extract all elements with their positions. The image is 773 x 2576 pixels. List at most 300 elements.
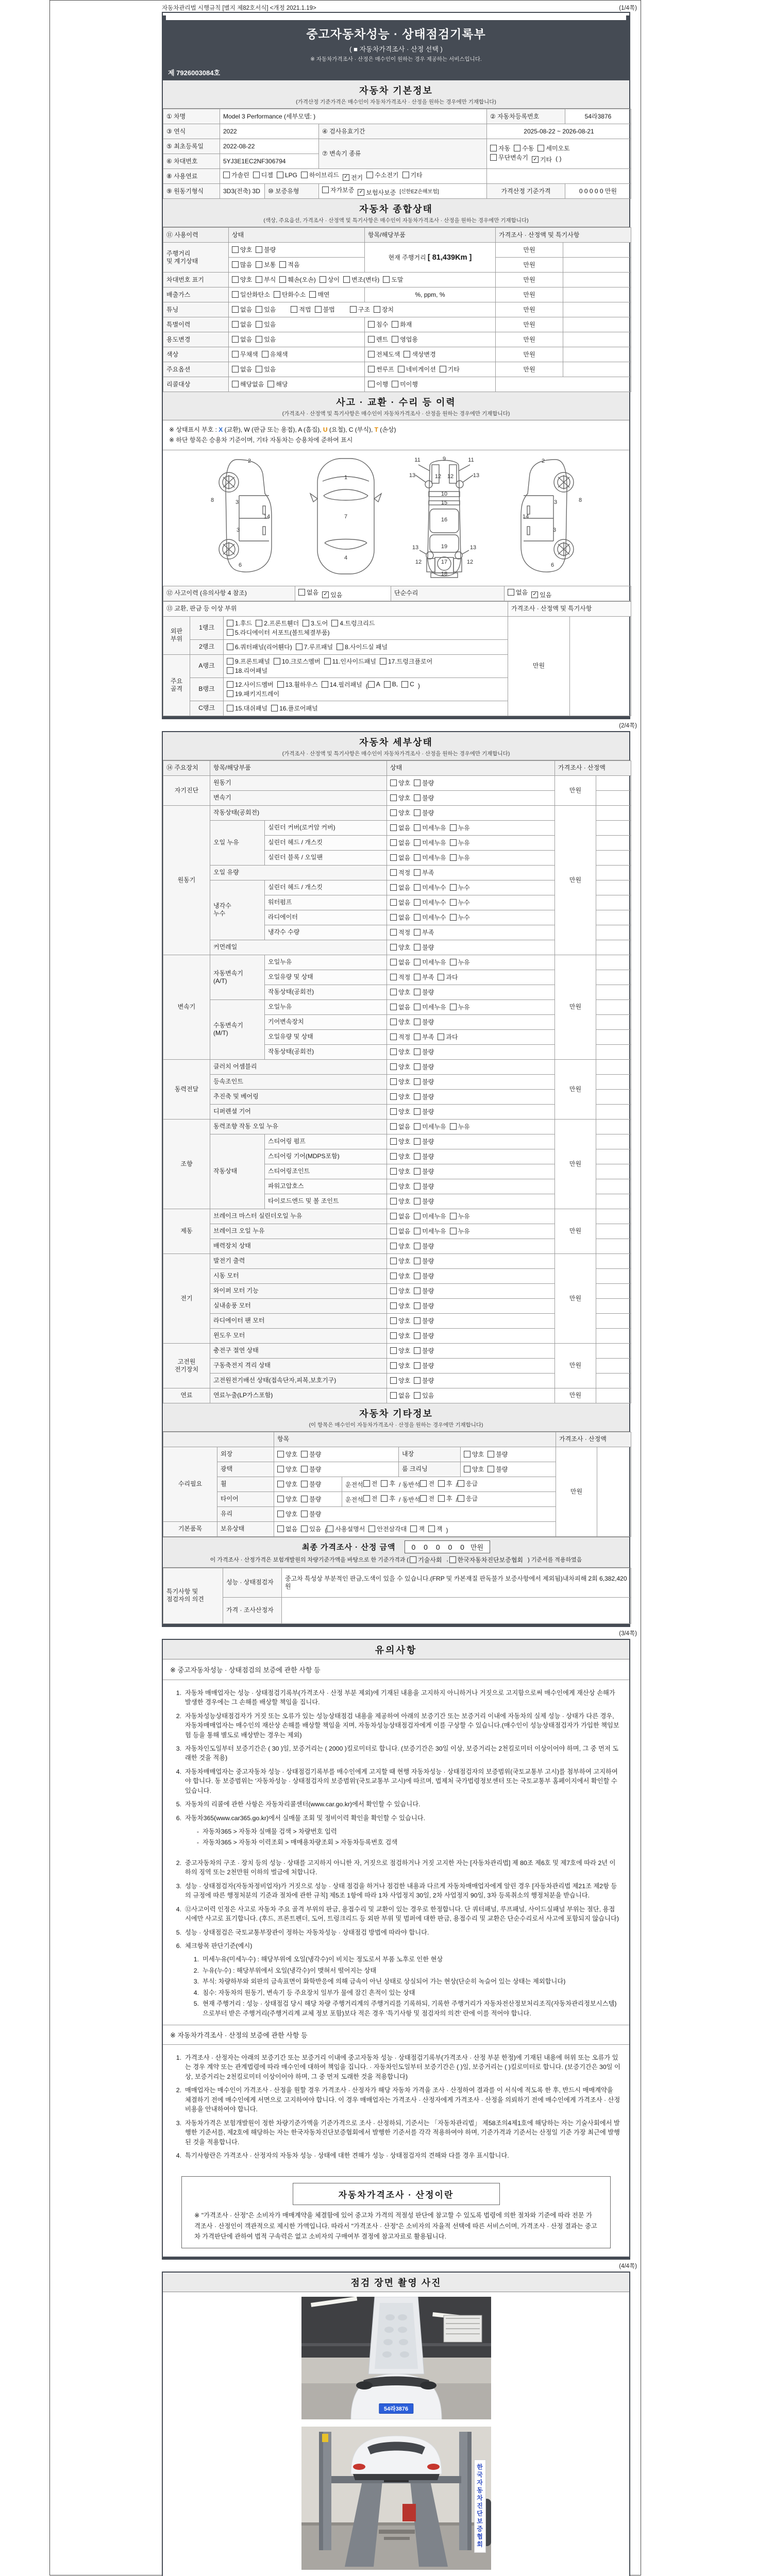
cell-기본품목: 기본품목 [163, 1521, 217, 1536]
checkbox-불량[interactable] [301, 1480, 321, 1488]
checkbox-불량[interactable] [414, 1107, 434, 1116]
checkbox-label: 있음 [309, 1525, 322, 1533]
checkbox-탄화수소[interactable] [274, 290, 306, 299]
checkbox-과다[interactable] [438, 973, 458, 981]
checkbox-불량[interactable] [301, 1450, 321, 1459]
checkbox-사용설명서[interactable] [327, 1524, 365, 1533]
checkbox-미세누유[interactable] [414, 823, 446, 832]
checkbox-있음[interactable] [256, 365, 276, 374]
checkbox-box [390, 824, 397, 831]
panel-number-3: 3 [552, 527, 556, 533]
checkbox-불량[interactable] [414, 1047, 434, 1056]
cell [387, 999, 555, 1014]
checkbox-label: 17.트렁크플로어 [388, 657, 433, 665]
cell-상태: 상태 [229, 228, 365, 243]
checkbox-불량[interactable] [256, 245, 276, 254]
checkbox-네비게이션[interactable] [398, 365, 436, 374]
checkbox-box [303, 620, 309, 626]
checkbox-양호[interactable] [390, 1137, 410, 1146]
checkbox-18.리어패널[interactable] [227, 666, 267, 675]
checkbox-3.도어[interactable] [303, 619, 328, 628]
checkbox-label: 불량 [496, 1465, 508, 1473]
checkbox-없음[interactable] [232, 335, 252, 344]
cell-오일누유: 오일누유 [265, 999, 387, 1014]
cell [596, 1388, 631, 1403]
checkbox-label: 불량 [422, 1018, 434, 1026]
checkbox-양호[interactable] [390, 1107, 410, 1116]
checkbox-부식[interactable] [256, 275, 276, 284]
checkbox-썬루프[interactable] [368, 365, 394, 374]
checkbox-불량[interactable] [414, 1077, 434, 1086]
checkbox-양호[interactable] [390, 1286, 410, 1295]
checkbox-양호[interactable] [390, 1361, 410, 1370]
checkbox-일산화탄소[interactable] [232, 290, 270, 299]
checkbox-양호[interactable] [390, 1047, 410, 1056]
checkbox-label: 부족 [422, 973, 434, 981]
checkbox-box [296, 643, 303, 650]
checkbox-label: C [410, 681, 414, 688]
checkbox-해당[interactable] [267, 380, 288, 388]
checkbox-미세누유[interactable] [414, 1212, 446, 1221]
checkbox-누수[interactable] [450, 883, 470, 892]
checkbox-box: ✓ [358, 189, 364, 196]
checkbox-B,[interactable] [384, 681, 398, 688]
checkbox-미세누유[interactable] [414, 838, 446, 847]
checkbox-수동[interactable] [514, 144, 534, 152]
checkbox-불량[interactable] [414, 1316, 434, 1325]
checkbox-불량[interactable] [488, 1450, 508, 1459]
checkbox-미세누유[interactable] [414, 853, 446, 862]
checkbox-양호[interactable] [232, 245, 252, 254]
checkbox-13.휠하우스[interactable] [277, 680, 318, 689]
checkbox-세미오토[interactable] [537, 144, 569, 152]
checkbox-도말[interactable] [383, 275, 403, 284]
section-title: 자동차 세부상태 [359, 737, 433, 748]
checkbox-label: 미세누유 [422, 854, 446, 861]
checkbox-15.대쉬패널[interactable] [227, 704, 267, 713]
checkbox-렌트[interactable] [368, 335, 388, 344]
checkbox-10.크로스멤버[interactable] [274, 657, 321, 666]
checkbox-불량[interactable] [414, 988, 434, 996]
checkbox-box [279, 261, 286, 268]
checkbox-불량[interactable] [414, 1331, 434, 1340]
checkbox-없음[interactable] [232, 365, 252, 374]
checkbox-보통[interactable] [256, 260, 276, 269]
checkbox-16.플로어패널[interactable] [271, 704, 318, 713]
checkbox-label: 불량 [422, 1242, 434, 1250]
checkbox-누유[interactable] [450, 838, 470, 847]
checkbox-9.프론트패널[interactable] [227, 657, 270, 666]
checkbox-응급[interactable] [458, 1479, 478, 1488]
checkbox-box [232, 291, 239, 298]
checkbox-불량[interactable] [414, 778, 434, 787]
checkbox-양호[interactable] [390, 1272, 410, 1280]
checkbox-box [277, 1481, 284, 1487]
checkbox-양호[interactable] [390, 808, 410, 817]
checkbox-불량[interactable] [301, 1510, 321, 1518]
checkbox-양호[interactable] [390, 1167, 410, 1176]
cell [387, 1044, 555, 1059]
checkbox-기타[interactable] [402, 171, 423, 179]
checkbox-전[interactable] [363, 1494, 378, 1503]
checkbox-box [414, 974, 421, 980]
checkbox-불량[interactable] [301, 1495, 321, 1503]
cell [387, 880, 555, 895]
checkbox-label: 있음 [422, 1392, 434, 1399]
cell-상태: 상태 [387, 760, 555, 775]
license-plate: 54라3876 [379, 2403, 413, 2414]
checkbox-응급[interactable] [458, 1494, 478, 1503]
checkbox-양호[interactable] [464, 1450, 484, 1459]
checkbox-양호[interactable] [390, 1152, 410, 1161]
checkbox-label: 양호 [398, 1153, 411, 1160]
checkbox-불량[interactable] [414, 1242, 434, 1250]
checkbox-label: 불량 [422, 1153, 434, 1160]
checkbox-불량[interactable] [301, 1465, 321, 1473]
checkbox-양호[interactable] [277, 1510, 297, 1518]
panel-number-14: 14 [522, 513, 529, 520]
checkbox-후[interactable] [438, 1494, 452, 1503]
checkbox-없음[interactable] [390, 898, 410, 907]
checkbox-미이행[interactable] [392, 380, 418, 388]
checkbox-불량[interactable] [414, 943, 434, 952]
checkbox-불량[interactable] [414, 1167, 434, 1176]
checkbox-양호[interactable] [390, 1062, 410, 1071]
checkbox-양호[interactable] [390, 1331, 410, 1340]
checkbox-누수[interactable] [450, 913, 470, 922]
checkbox-상이[interactable] [320, 275, 340, 284]
checkbox-A[interactable] [365, 681, 380, 689]
checkbox-후[interactable] [381, 1494, 395, 1503]
checkbox-미세누수[interactable] [414, 913, 446, 922]
checkbox-많음[interactable] [232, 260, 252, 269]
checkbox-불량[interactable] [414, 1152, 434, 1161]
checkbox-불량[interactable] [414, 1137, 434, 1146]
checkbox-누유[interactable] [450, 853, 470, 862]
checkbox-있음[interactable] [322, 590, 342, 599]
checkbox-변조(변타)[interactable] [343, 275, 379, 284]
checkbox-부족[interactable] [414, 1032, 434, 1041]
checkbox-적음[interactable] [279, 260, 299, 269]
checkbox-box [368, 351, 375, 358]
panel-number-18: 18 [441, 570, 447, 577]
checkbox-box [277, 172, 283, 178]
checkbox-적정[interactable] [390, 868, 410, 877]
checkbox-디젤[interactable] [253, 171, 273, 179]
panel-number-12: 12 [466, 558, 473, 565]
cell [596, 1283, 631, 1298]
checkbox-양호[interactable] [390, 943, 410, 952]
cell-고전원: 고전원 전기장치 [163, 1343, 210, 1388]
checkbox-label: 화재 [400, 321, 412, 328]
cell [229, 302, 496, 317]
checkbox-label: 불량 [422, 1362, 434, 1369]
checkbox-없음[interactable] [390, 1227, 410, 1235]
checkbox-누유[interactable] [450, 823, 470, 832]
checkbox-없음[interactable] [390, 853, 410, 862]
checkbox-전기[interactable] [343, 173, 363, 182]
checkbox-양호[interactable] [390, 1018, 410, 1026]
cell [365, 377, 496, 392]
checkbox-누유[interactable] [450, 1003, 470, 1011]
checkbox-침수[interactable] [368, 320, 388, 329]
checkbox-전[interactable] [420, 1494, 434, 1503]
checkbox-한국자동차진단보증협회[interactable] [449, 1555, 524, 1564]
checkbox-양호[interactable] [277, 1450, 297, 1459]
cell-충전구 절연 상태: 충전구 절연 상태 [210, 1343, 387, 1358]
checkbox-양호[interactable] [390, 1301, 410, 1310]
checkbox-전[interactable] [420, 1479, 434, 1488]
panel-number-3: 3 [553, 499, 557, 505]
checkbox-유채색[interactable] [262, 350, 288, 359]
cell-작동상태(공회전): 작동상태(공회전) [265, 1044, 387, 1059]
checkbox-8.사이드실 패널[interactable] [337, 642, 388, 651]
checkbox-적정[interactable] [390, 928, 410, 937]
checkbox-양호[interactable] [390, 1346, 410, 1355]
checkbox-C[interactable] [401, 681, 414, 688]
checkbox-11.인사이드패널[interactable] [324, 657, 376, 666]
checkbox-17.트렁크플로어[interactable] [380, 657, 432, 666]
checkbox-없음[interactable] [390, 1003, 410, 1011]
checkbox-양호[interactable] [390, 1376, 410, 1385]
checkbox-미세누수[interactable] [414, 883, 446, 892]
checkbox-없음[interactable] [508, 588, 528, 597]
checkbox-자가보증[interactable] [322, 185, 354, 194]
checkbox-장치[interactable] [374, 305, 394, 314]
checkbox-있음[interactable] [531, 590, 551, 599]
cell-용도변경: 용도변경 [163, 332, 229, 347]
cell [224, 616, 508, 639]
checkbox-label: 수동 [522, 144, 534, 152]
checkbox-불량[interactable] [414, 1286, 434, 1295]
checkbox-box [232, 351, 239, 358]
checkbox-box [368, 366, 375, 372]
checkbox-영업용[interactable] [392, 335, 418, 344]
checkbox-양호[interactable] [464, 1465, 484, 1473]
panel-number-8: 8 [210, 497, 214, 503]
checkbox-있음[interactable] [301, 1524, 321, 1533]
checkbox-누유[interactable] [450, 1122, 470, 1131]
checkbox-전[interactable] [363, 1479, 378, 1488]
page-number-4: (4/4쪽) [619, 2263, 637, 2270]
checkbox-부족[interactable] [414, 928, 434, 937]
notice-item: 3. 성능 · 상태점검자(자동차정비업자)가 거짓으로 성능 · 상태 점검을 하거나 점검한 내용과 다르게 자동차매매업자에게 알린 경우 [자동차관리법 제21조 제2항 등의 규정에 따른 행정처분의 기준과 절차에 관한 규칙] 제5조 1항에 따라 1차 사업정지 30일, 2차 사업정지 90일, 3차 등록취소의 행정처분을 받습니다. [176, 1882, 617, 1900]
checkbox-양호[interactable] [390, 1197, 410, 1206]
checkbox-무채색[interactable] [232, 350, 258, 359]
checkbox-6.쿼터패널(리어휀다)[interactable] [227, 642, 292, 651]
cell [563, 362, 631, 377]
cell [387, 1224, 555, 1239]
checkbox-무단변속기[interactable] [490, 153, 528, 162]
checkbox-불량[interactable] [488, 1465, 508, 1473]
checkbox-label: 양호 [398, 1182, 411, 1190]
checkbox-box [392, 381, 398, 387]
checkbox-없음[interactable] [390, 913, 410, 922]
cell [487, 139, 631, 169]
cell-만원: 만원 [555, 775, 596, 805]
checkbox-기타[interactable] [440, 365, 460, 374]
checkbox-양호[interactable] [390, 1242, 410, 1250]
checkbox-양호[interactable] [390, 1316, 410, 1325]
checkbox-훼손(오손)[interactable] [279, 275, 315, 284]
checkbox-해당없음[interactable] [232, 380, 264, 388]
checkbox-7.루프패널[interactable] [296, 642, 333, 651]
checkbox-불량[interactable] [414, 1062, 434, 1071]
cell [224, 677, 508, 701]
checkbox-있음[interactable] [256, 305, 276, 314]
checkbox-불량[interactable] [414, 1257, 434, 1265]
checkbox-불량[interactable] [414, 1092, 434, 1101]
page-number-2: (2/4쪽) [619, 722, 637, 729]
checkbox-적법[interactable] [291, 305, 311, 314]
checkbox-없음[interactable] [390, 1122, 410, 1131]
checkbox-수소전기[interactable] [366, 171, 398, 179]
checkbox-2.프론트휀더[interactable] [256, 619, 299, 628]
cell-2022-08-22: 2022-08-22 [220, 139, 319, 154]
checkbox-4.트렁크리드[interactable] [331, 619, 375, 628]
checkbox-과다[interactable] [438, 1032, 458, 1041]
checkbox-불량[interactable] [414, 808, 434, 817]
checkbox-불량[interactable] [414, 1182, 434, 1191]
checkbox-누유[interactable] [450, 1212, 470, 1221]
checkbox-하이브리드[interactable] [301, 171, 339, 179]
cell [387, 1358, 555, 1373]
checkbox-불량[interactable] [414, 1197, 434, 1206]
checkbox-box [401, 681, 408, 688]
checkbox-적정[interactable] [390, 1032, 410, 1041]
checkbox-LPG[interactable] [277, 172, 297, 179]
checkbox-후[interactable] [381, 1479, 395, 1488]
checkbox-후[interactable] [438, 1479, 452, 1488]
cell [596, 790, 631, 805]
cell [387, 1298, 555, 1313]
title-block [163, 15, 629, 80]
checkbox-box [390, 1093, 397, 1100]
checkbox-없음[interactable] [232, 320, 252, 329]
checkbox-양호[interactable] [277, 1480, 297, 1488]
checkbox-label: 누유 [458, 958, 470, 966]
text: / 동반석 [398, 1496, 421, 1504]
checkbox-전체도색[interactable] [368, 350, 400, 359]
notice-item: 2. 자동차성능상태점검자가 거짓 또는 오류가 있는 성능상태점검 내용을 제공하여 아래의 보증기간 또는 보증거리 이내에 자동차의 실제 성능 · 상태가 다른 경우, 자동차매매업자는 매수인의 재산상 손해를 배상할 책임을 지며, 자동차성능상태점검자에게 이를 구상할 수 있습니다.(매수인이 성능상태점검자가 가입한 책임보험 등을 통해 별도로 배상받는 경우는 제외) [176, 1712, 619, 1739]
checkbox-불량[interactable] [414, 1361, 434, 1370]
cell-54라3876: 54라3876 [565, 109, 631, 124]
checkbox-기타[interactable] [532, 155, 552, 164]
checkbox-19.패키지트레이[interactable] [227, 689, 279, 698]
checkbox-미세누유[interactable] [414, 958, 446, 967]
checkbox-불량[interactable] [414, 1018, 434, 1026]
checkbox-미세누유[interactable] [414, 1227, 446, 1235]
checkbox-미세누수[interactable] [414, 898, 446, 907]
checkbox-매연[interactable] [309, 290, 329, 299]
checkbox-잭[interactable] [410, 1524, 425, 1533]
checkbox-12.사이드멤버[interactable] [227, 680, 274, 689]
checkbox-있음[interactable] [256, 320, 276, 329]
checkbox-불량[interactable] [414, 1301, 434, 1310]
checkbox-누수[interactable] [450, 898, 470, 907]
cell [596, 1239, 631, 1253]
text: (판금 또는 용접), [249, 426, 298, 433]
checkbox-box [227, 681, 233, 688]
checkbox-불량[interactable] [414, 1272, 434, 1280]
checkbox-양호[interactable] [390, 1092, 410, 1101]
checkbox-없음[interactable] [390, 958, 410, 967]
checkbox-5.라디에이터 서포트(볼트체결부품)[interactable] [227, 628, 330, 637]
checkbox-있음[interactable] [256, 335, 276, 344]
checkbox-구조[interactable] [350, 305, 370, 314]
checkbox-양호[interactable] [277, 1465, 297, 1473]
checkbox-양호[interactable] [390, 793, 410, 802]
cell [596, 1343, 631, 1358]
checkbox-부족[interactable] [414, 973, 434, 981]
checkbox-없음[interactable] [390, 1391, 410, 1400]
checkbox-없음[interactable] [390, 883, 410, 892]
checkbox-없음[interactable] [390, 1212, 410, 1221]
checkbox-없음[interactable] [390, 838, 410, 847]
checkbox-미세누유[interactable] [414, 1003, 446, 1011]
checkbox-없음[interactable] [390, 823, 410, 832]
checkbox-없음[interactable] [232, 305, 252, 314]
checkbox-양호[interactable] [390, 988, 410, 996]
checkbox-양호[interactable] [390, 1077, 410, 1086]
checkbox-보험사보증[interactable] [358, 188, 396, 197]
checkbox-양호[interactable] [390, 1182, 410, 1191]
checkbox-화재[interactable] [392, 320, 412, 329]
checkbox-미세누유[interactable] [414, 1122, 446, 1131]
checkbox-누유[interactable] [450, 1227, 470, 1235]
checkbox-불량[interactable] [414, 793, 434, 802]
checkbox-기술사회[interactable] [410, 1555, 442, 1564]
checkbox-양호[interactable] [277, 1495, 297, 1503]
checkbox-box [227, 620, 233, 626]
checkbox-1.후드[interactable] [227, 619, 252, 628]
checkbox-색상변경[interactable] [404, 350, 435, 359]
checkbox-적정[interactable] [390, 973, 410, 981]
checkbox-있음[interactable] [414, 1391, 434, 1400]
checkbox-부족[interactable] [414, 868, 434, 877]
checkbox-label: 불량 [422, 1048, 434, 1056]
checkbox-양호[interactable] [232, 275, 252, 284]
checkbox-불량[interactable] [414, 1376, 434, 1385]
checkbox-label: 양호 [398, 1167, 411, 1175]
checkbox-label: 양호 [398, 779, 411, 787]
checkbox-14.필러패널[interactable] [322, 680, 362, 689]
cell [387, 1239, 555, 1253]
checkbox-가솔린[interactable] [223, 171, 249, 179]
checkbox-양호[interactable] [390, 778, 410, 787]
checkbox-불법[interactable] [315, 305, 335, 314]
cell-조향: 조향 [163, 1119, 210, 1209]
checkbox-없음[interactable] [277, 1524, 297, 1533]
checkbox-label: 없음 [398, 824, 411, 832]
checkbox-label: 무채색 [240, 351, 258, 358]
checkbox-자동[interactable] [490, 144, 510, 152]
cell [229, 258, 365, 273]
checkbox-양호[interactable] [390, 1257, 410, 1265]
checkbox-안전삼각대[interactable] [368, 1524, 407, 1533]
checkbox-이행[interactable] [368, 380, 388, 388]
checkbox-label: 전체도색 [376, 351, 400, 358]
checkbox-box [414, 1228, 421, 1234]
checkbox-불량[interactable] [414, 1346, 434, 1355]
checkbox-label: 전 [371, 1495, 378, 1503]
checkbox-label: 수소전기 [375, 172, 399, 179]
checkbox-없음[interactable] [298, 588, 318, 597]
checkbox-잭[interactable] [428, 1524, 443, 1533]
checkbox-누유[interactable] [450, 958, 470, 967]
text: ) 기준서를 적용하였음 [528, 1557, 582, 1564]
cell [596, 970, 631, 985]
